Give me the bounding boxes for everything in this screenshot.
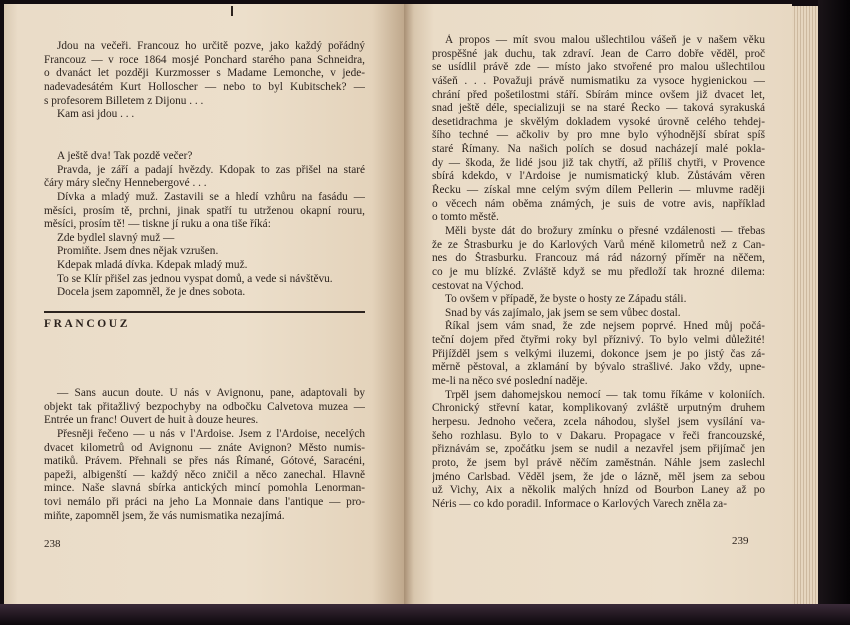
text-line: Dívka a mladý muž. Zastavili se a hledí vzhůru na fasádu —: [57, 190, 365, 203]
chapter-divider: [44, 311, 365, 313]
text-line: teční dojem před čtyřmi roky byl příznivý. To bylo velmi důležité!: [432, 334, 765, 347]
paragraph: [432, 307, 765, 321]
left-text-block-3: [44, 387, 365, 523]
text-line: Zde bydlel slavný muž —: [57, 231, 175, 244]
text-line: — Sans aucun doute. U nás v Avignonu, pane, adaptovali by: [57, 387, 365, 399]
text-line: Docela jsem zapomněl, že je dnes sobota.: [57, 286, 246, 299]
text-line: me-li na něco své poslední naděje.: [432, 375, 588, 388]
text-line: dy — škoda, že lidé jsou již tak chytří, až příliš chytři, v Provence: [432, 156, 765, 169]
text-line: měsíci, prosím tě! — tiskne jí ruku a ona tiše říká:: [44, 218, 271, 231]
paragraph: [432, 320, 765, 388]
paragraph: [44, 232, 365, 246]
book-cover-shadow: [818, 0, 850, 625]
paragraph: [44, 259, 365, 273]
text-line: Promiňte. Jsem dnes nějak vzrušen.: [57, 245, 219, 258]
paragraph: [44, 108, 365, 122]
text-line: Pravda, je září a padají hvězdy. Kdopak to zas přišel na staré: [57, 163, 365, 176]
text-line: A ještě dva! Tak pozdě večer?: [57, 150, 193, 162]
text-line: Chronický střevní katar, komplikovaný zvláště urputným druhem: [432, 402, 765, 415]
text-line: měsíci, prosím tě, prchni, jinak spatří tu utrženou okapní rouru,: [44, 204, 365, 217]
text-line: o věcech nám oběma známých, je suis de votre avis, například: [432, 197, 765, 210]
text-line: mince. Naše slavná sbírka antických mincí pomohla Lenorman-: [44, 482, 365, 495]
text-line: přiznávám se, zpočátku jsem se nudil a nezavřel jsem přijímač jen: [432, 443, 765, 456]
background-surface: [0, 604, 850, 625]
text-line: chrání před pošetilostmi stáří. Sbírám mince ovšem již dvacet let,: [432, 88, 765, 101]
text-line: papeži, albigenští — každý něco zničil a něco zanechal. Hlavně: [44, 468, 365, 481]
paragraph: [44, 387, 365, 428]
text-line: To se Klír přišel zas jednou vyspat domů, a vede si návštěvu.: [57, 272, 333, 285]
text-line: Néris — co kdo poradil. Informace o Karlových Varech zněla za-: [432, 497, 727, 510]
text-line: prospěšné jak duchu, tak zdraví. Jean de Carro dobře věděl, proč: [432, 47, 765, 60]
text-line: vášeň . . . Považuji právě numismatiku za vysoce hygienickou —: [432, 74, 765, 87]
text-line: herpesu. Jednoho večera, zcela náhodou, slyšel jsem vysílání va-: [432, 415, 765, 428]
text-line: šeho rozhlasu. Bylo to v Dakaru. Propagace v řeči francouzské,: [432, 429, 765, 442]
text-line: sbírá kdekdo, v l'Ardoise je numismatický klub. Zůstávám věren: [432, 170, 765, 183]
text-line: o tomto městě.: [432, 211, 499, 224]
text-line: Řecku — získal mne celým svým dílem Pellerin — mluvme raději: [432, 184, 765, 197]
text-line: Měli byste dát do brožury zmínku o přesné vzdálenosti — třebas: [445, 224, 765, 237]
text-line: miňte, zapomněl jsem, že vás numismatika nezajímá.: [44, 509, 285, 522]
text-line: Trpěl jsem dahomejskou nemocí — tak tomu říkáme v koloniích.: [445, 388, 765, 401]
text-line: měrně pěstoval, a zklamání by bývalo strašlivé. Jako vždy, upne-: [432, 361, 765, 374]
text-line: jméno Carlsbad. Věděl jsem, že jde o lázně, měl jsem za sebou: [432, 470, 765, 483]
left-text-block-2: [44, 150, 365, 300]
text-line: staré Římany. Na našich polích se dosud nacházejí malé pokla-: [432, 143, 765, 156]
text-line: desetidrachma je skvělým dokladem vysoké úrovně celého tehdej-: [432, 115, 765, 128]
paragraph: [44, 245, 365, 259]
paragraph: [44, 273, 365, 287]
text-line: už Vichy, Aix a několik malých hnízd od Bourbon Laney až po: [432, 484, 765, 497]
text-line: Přesněji řečeno — u nás v l'Ardoise. Jsem z l'Ardoise, necelých: [57, 427, 365, 440]
paragraph: [44, 164, 365, 191]
text-line: o dvanáct let později Kurzmosser s Madame Lemonche, v jede-: [44, 67, 365, 80]
page-number-right: 239: [732, 535, 749, 547]
text-line: Kam asi jdou . . .: [57, 108, 135, 121]
chapter-title: FRANCOUZ: [44, 318, 130, 330]
paragraph: [432, 389, 765, 512]
paragraph: [432, 225, 765, 293]
left-text-block-1: [44, 40, 365, 122]
text-line: nadevadesátém Kurt Holloscher — nebo to byl Kubitschek? —: [44, 80, 365, 93]
text-line: matiků. Právem. Přehnali se přes nás Římané, Gótové, Saracéni,: [44, 455, 365, 468]
text-line: čáry máry slečny Hennebergové . . .: [44, 177, 207, 190]
page-number-left: 238: [44, 538, 61, 550]
text-line: Jdou na večeři. Francouz ho určitě pozve, jako každý pořádný: [57, 40, 365, 52]
text-line: tovi nemálo při práci na jeho La Monnaie dans l'antique — pro-: [44, 496, 365, 509]
text-line: Říkal jsem vám snad, že zde nejsem poprvé. Hned můj počá-: [445, 320, 765, 333]
text-line: cestovat na Východ.: [432, 279, 524, 292]
text-line: Přijížděl jsem s velkými iluzemi, dokonce jsem je po jistý čas zá-: [432, 347, 765, 360]
text-line: objekt tak přitažlivý bezpochyby na odbočku Calvetova muzea —: [44, 400, 365, 413]
paragraph: [44, 428, 365, 523]
paragraph: [44, 150, 365, 164]
text-line: À propos — mít svou malou ušlechtilou vášeň je v našem věku: [445, 34, 765, 46]
text-line: Snad by vás zajímalo, jak jsem se sem vůbec dostal.: [445, 306, 681, 319]
paragraph: [432, 34, 765, 225]
text-line: co je mu blízké. Zvláště když se mu předloží tak hrozné dilema:: [432, 265, 765, 278]
right-text-block: [432, 34, 765, 511]
text-line: proto, že jsem byl právě něčím zaměstnán. Náhle jsem zaslechl: [432, 456, 765, 469]
text-line: že ze Štrasburku je do Karlových Varů méně kilometrů než z Can-: [432, 238, 765, 251]
text-line: s profesorem Billetem z Dijonu . . .: [44, 94, 204, 107]
text-line: dvacet kilometrů od Avignonu — znáte Avignon? Město numis-: [44, 441, 365, 454]
page-edges: [792, 6, 818, 606]
text-line: nes do Štrasburku. Francouz má rád názorný příměr na něčem,: [432, 252, 765, 265]
paragraph: [44, 286, 365, 300]
text-line: Francouz — v roce 1864 mosjé Ponchard starého pana Schneidra,: [44, 53, 365, 66]
paragraph: [44, 191, 365, 232]
text-line: snad ještě déle, specializuji se na staré Řecko — taková syrakuská: [432, 102, 765, 115]
text-line: Entrée un franc! Ouvert de huit à douze heures.: [44, 414, 259, 427]
paragraph: [432, 293, 765, 307]
text-line: šího techné — ačkoliv by pro mne bylo výhodnější sbírat spíš: [432, 129, 765, 142]
bookmark-thread: [231, 6, 233, 16]
text-line: Kdepak mladá dívka. Kdepak mladý muž.: [57, 259, 248, 272]
text-line: To ovšem v případě, že byste o hosty ze Západu stáli.: [445, 293, 687, 306]
text-line: se usídlil právě zde — místo jako stvořené pro malou ušlechtilou: [432, 61, 765, 74]
paragraph: [44, 40, 365, 108]
